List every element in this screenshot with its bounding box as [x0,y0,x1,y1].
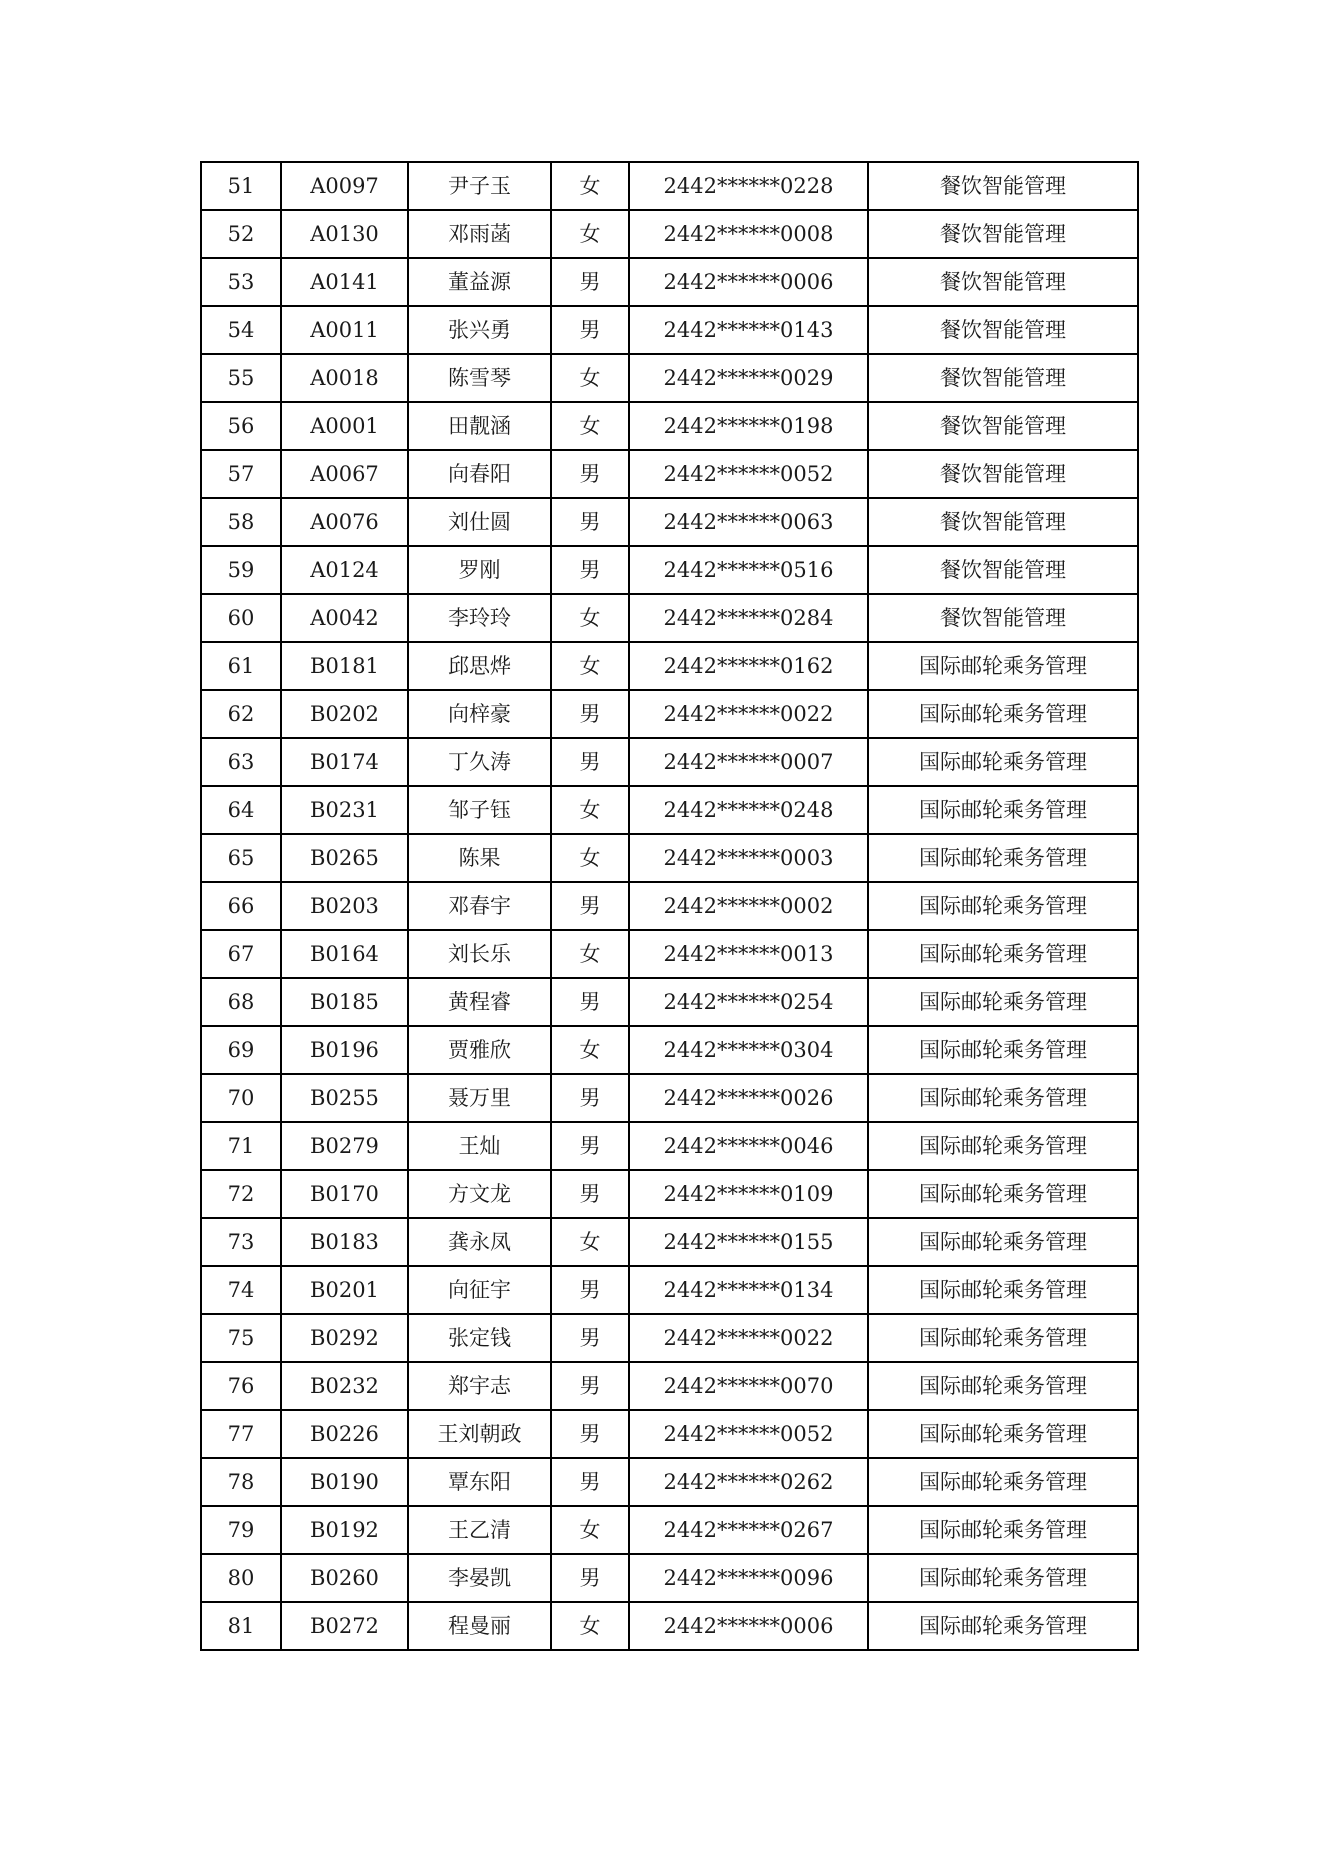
table-row [201,1554,1138,1602]
cell-gender: 女 [551,354,629,402]
table-row [201,1026,1138,1074]
cell-id-number: 2442******0516 [629,546,868,594]
cell-seq: 69 [201,1026,281,1074]
cell-code: A0042 [281,594,408,642]
cell-major: 国际邮轮乘务管理 [868,738,1138,786]
cell-gender: 男 [551,1074,629,1122]
cell-code: B0202 [281,690,408,738]
cell-id-number: 2442******0267 [629,1506,868,1554]
cell-seq: 60 [201,594,281,642]
cell-id-number: 2442******0008 [629,210,868,258]
cell-code: B0279 [281,1122,408,1170]
cell-major: 国际邮轮乘务管理 [868,834,1138,882]
cell-id-number: 2442******0063 [629,498,868,546]
cell-gender: 男 [551,690,629,738]
table-row [201,498,1138,546]
cell-gender: 女 [551,402,629,450]
cell-major: 国际邮轮乘务管理 [868,1026,1138,1074]
cell-name: 李晏凯 [408,1554,551,1602]
cell-id-number: 2442******0254 [629,978,868,1026]
student-roster-table [200,161,1139,1651]
cell-code: A0124 [281,546,408,594]
cell-seq: 81 [201,1602,281,1650]
cell-gender: 男 [551,450,629,498]
cell-id-number: 2442******0007 [629,738,868,786]
cell-name: 陈果 [408,834,551,882]
table-row [201,1362,1138,1410]
cell-gender: 女 [551,642,629,690]
cell-seq: 53 [201,258,281,306]
cell-id-number: 2442******0002 [629,882,868,930]
cell-code: A0011 [281,306,408,354]
cell-code: A0097 [281,162,408,210]
cell-name: 程曼丽 [408,1602,551,1650]
table-row [201,162,1138,210]
cell-name: 贾雅欣 [408,1026,551,1074]
cell-name: 丁久涛 [408,738,551,786]
table-row [201,1506,1138,1554]
cell-code: B0190 [281,1458,408,1506]
cell-seq: 75 [201,1314,281,1362]
table-row [201,1458,1138,1506]
cell-name: 罗刚 [408,546,551,594]
cell-id-number: 2442******0022 [629,1314,868,1362]
table-row [201,1122,1138,1170]
cell-gender: 男 [551,546,629,594]
table-row [201,1314,1138,1362]
table-row [201,594,1138,642]
table-row [201,402,1138,450]
cell-gender: 女 [551,1506,629,1554]
cell-gender: 男 [551,1362,629,1410]
cell-gender: 男 [551,1410,629,1458]
cell-major: 国际邮轮乘务管理 [868,882,1138,930]
cell-major: 国际邮轮乘务管理 [868,1314,1138,1362]
cell-name: 龚永凤 [408,1218,551,1266]
cell-name: 聂万里 [408,1074,551,1122]
cell-major: 国际邮轮乘务管理 [868,978,1138,1026]
cell-gender: 女 [551,594,629,642]
cell-seq: 59 [201,546,281,594]
cell-gender: 男 [551,1554,629,1602]
table-row [201,546,1138,594]
table-row [201,786,1138,834]
cell-code: B0196 [281,1026,408,1074]
cell-major: 餐饮智能管理 [868,354,1138,402]
cell-name: 王刘朝政 [408,1410,551,1458]
cell-name: 张兴勇 [408,306,551,354]
cell-name: 田靓涵 [408,402,551,450]
cell-seq: 51 [201,162,281,210]
cell-id-number: 2442******0262 [629,1458,868,1506]
cell-id-number: 2442******0029 [629,354,868,402]
table-row [201,306,1138,354]
cell-code: A0067 [281,450,408,498]
cell-gender: 男 [551,1266,629,1314]
cell-id-number: 2442******0304 [629,1026,868,1074]
cell-major: 国际邮轮乘务管理 [868,1602,1138,1650]
cell-seq: 73 [201,1218,281,1266]
cell-code: B0201 [281,1266,408,1314]
table-row [201,258,1138,306]
cell-gender: 女 [551,162,629,210]
cell-major: 餐饮智能管理 [868,210,1138,258]
cell-id-number: 2442******0006 [629,258,868,306]
cell-seq: 76 [201,1362,281,1410]
cell-code: B0255 [281,1074,408,1122]
cell-gender: 女 [551,210,629,258]
cell-seq: 55 [201,354,281,402]
cell-gender: 男 [551,306,629,354]
cell-seq: 65 [201,834,281,882]
cell-name: 尹子玉 [408,162,551,210]
cell-gender: 女 [551,1026,629,1074]
cell-gender: 女 [551,930,629,978]
table-row [201,1266,1138,1314]
cell-name: 邱思烨 [408,642,551,690]
cell-seq: 66 [201,882,281,930]
cell-major: 国际邮轮乘务管理 [868,1266,1138,1314]
cell-name: 董益源 [408,258,551,306]
table-row [201,450,1138,498]
cell-code: B0174 [281,738,408,786]
cell-name: 向梓豪 [408,690,551,738]
cell-major: 国际邮轮乘务管理 [868,930,1138,978]
cell-id-number: 2442******0096 [629,1554,868,1602]
cell-major: 餐饮智能管理 [868,450,1138,498]
cell-gender: 男 [551,1122,629,1170]
cell-major: 餐饮智能管理 [868,162,1138,210]
cell-id-number: 2442******0109 [629,1170,868,1218]
cell-seq: 58 [201,498,281,546]
cell-id-number: 2442******0155 [629,1218,868,1266]
cell-name: 王灿 [408,1122,551,1170]
cell-major: 餐饮智能管理 [868,258,1138,306]
cell-name: 邓雨菡 [408,210,551,258]
cell-name: 王乙清 [408,1506,551,1554]
cell-name: 陈雪琴 [408,354,551,402]
cell-code: B0181 [281,642,408,690]
cell-code: A0001 [281,402,408,450]
cell-seq: 64 [201,786,281,834]
table-row [201,738,1138,786]
cell-gender: 男 [551,882,629,930]
cell-name: 邓春宇 [408,882,551,930]
cell-seq: 54 [201,306,281,354]
cell-name: 覃东阳 [408,1458,551,1506]
cell-seq: 68 [201,978,281,1026]
cell-seq: 67 [201,930,281,978]
cell-gender: 男 [551,498,629,546]
cell-name: 黄程睿 [408,978,551,1026]
table-row [201,1410,1138,1458]
cell-gender: 女 [551,1602,629,1650]
cell-seq: 57 [201,450,281,498]
cell-name: 方文龙 [408,1170,551,1218]
cell-major: 国际邮轮乘务管理 [868,1362,1138,1410]
cell-code: B0170 [281,1170,408,1218]
cell-gender: 男 [551,978,629,1026]
cell-id-number: 2442******0052 [629,1410,868,1458]
cell-id-number: 2442******0013 [629,930,868,978]
cell-seq: 61 [201,642,281,690]
cell-gender: 男 [551,738,629,786]
cell-code: B0192 [281,1506,408,1554]
cell-code: B0292 [281,1314,408,1362]
cell-code: B0203 [281,882,408,930]
cell-seq: 78 [201,1458,281,1506]
cell-major: 国际邮轮乘务管理 [868,786,1138,834]
cell-id-number: 2442******0026 [629,1074,868,1122]
cell-name: 李玲玲 [408,594,551,642]
cell-major: 国际邮轮乘务管理 [868,1554,1138,1602]
cell-major: 餐饮智能管理 [868,306,1138,354]
cell-name: 刘仕圆 [408,498,551,546]
cell-gender: 男 [551,1458,629,1506]
cell-seq: 62 [201,690,281,738]
table-row [201,978,1138,1026]
cell-id-number: 2442******0134 [629,1266,868,1314]
cell-major: 国际邮轮乘务管理 [868,1458,1138,1506]
cell-major: 国际邮轮乘务管理 [868,1218,1138,1266]
cell-name: 向征宇 [408,1266,551,1314]
cell-gender: 男 [551,258,629,306]
cell-seq: 63 [201,738,281,786]
cell-seq: 74 [201,1266,281,1314]
cell-code: B0265 [281,834,408,882]
cell-name: 向春阳 [408,450,551,498]
cell-code: B0260 [281,1554,408,1602]
table-row [201,882,1138,930]
cell-gender: 男 [551,1170,629,1218]
cell-id-number: 2442******0070 [629,1362,868,1410]
cell-major: 国际邮轮乘务管理 [868,642,1138,690]
cell-code: A0076 [281,498,408,546]
cell-id-number: 2442******0198 [629,402,868,450]
cell-major: 餐饮智能管理 [868,546,1138,594]
cell-name: 张定钱 [408,1314,551,1362]
cell-id-number: 2442******0143 [629,306,868,354]
cell-id-number: 2442******0248 [629,786,868,834]
cell-code: B0226 [281,1410,408,1458]
cell-gender: 男 [551,1314,629,1362]
cell-id-number: 2442******0228 [629,162,868,210]
cell-code: B0183 [281,1218,408,1266]
cell-major: 国际邮轮乘务管理 [868,1122,1138,1170]
cell-gender: 女 [551,1218,629,1266]
cell-id-number: 2442******0284 [629,594,868,642]
cell-name: 刘长乐 [408,930,551,978]
table-row [201,690,1138,738]
table-row [201,642,1138,690]
table-row [201,210,1138,258]
cell-name: 邹子钰 [408,786,551,834]
cell-major: 国际邮轮乘务管理 [868,1410,1138,1458]
cell-seq: 70 [201,1074,281,1122]
cell-code: A0018 [281,354,408,402]
roster-body [201,162,1138,1650]
cell-code: A0130 [281,210,408,258]
cell-code: B0272 [281,1602,408,1650]
table-row [201,834,1138,882]
cell-seq: 79 [201,1506,281,1554]
cell-id-number: 2442******0006 [629,1602,868,1650]
cell-seq: 77 [201,1410,281,1458]
cell-gender: 女 [551,834,629,882]
cell-code: A0141 [281,258,408,306]
table-row [201,1218,1138,1266]
cell-id-number: 2442******0046 [629,1122,868,1170]
cell-major: 国际邮轮乘务管理 [868,1170,1138,1218]
cell-id-number: 2442******0003 [629,834,868,882]
cell-major: 国际邮轮乘务管理 [868,690,1138,738]
table-row [201,930,1138,978]
cell-id-number: 2442******0022 [629,690,868,738]
table-row [201,354,1138,402]
cell-seq: 80 [201,1554,281,1602]
cell-gender: 女 [551,786,629,834]
cell-seq: 56 [201,402,281,450]
cell-name: 郑宇志 [408,1362,551,1410]
table-row [201,1602,1138,1650]
cell-code: B0164 [281,930,408,978]
cell-major: 国际邮轮乘务管理 [868,1074,1138,1122]
cell-major: 国际邮轮乘务管理 [868,1506,1138,1554]
cell-major: 餐饮智能管理 [868,402,1138,450]
cell-code: B0231 [281,786,408,834]
cell-seq: 71 [201,1122,281,1170]
cell-code: B0232 [281,1362,408,1410]
cell-code: B0185 [281,978,408,1026]
cell-id-number: 2442******0052 [629,450,868,498]
cell-major: 餐饮智能管理 [868,498,1138,546]
cell-id-number: 2442******0162 [629,642,868,690]
table-row [201,1074,1138,1122]
cell-major: 餐饮智能管理 [868,594,1138,642]
cell-seq: 72 [201,1170,281,1218]
cell-seq: 52 [201,210,281,258]
table-row [201,1170,1138,1218]
